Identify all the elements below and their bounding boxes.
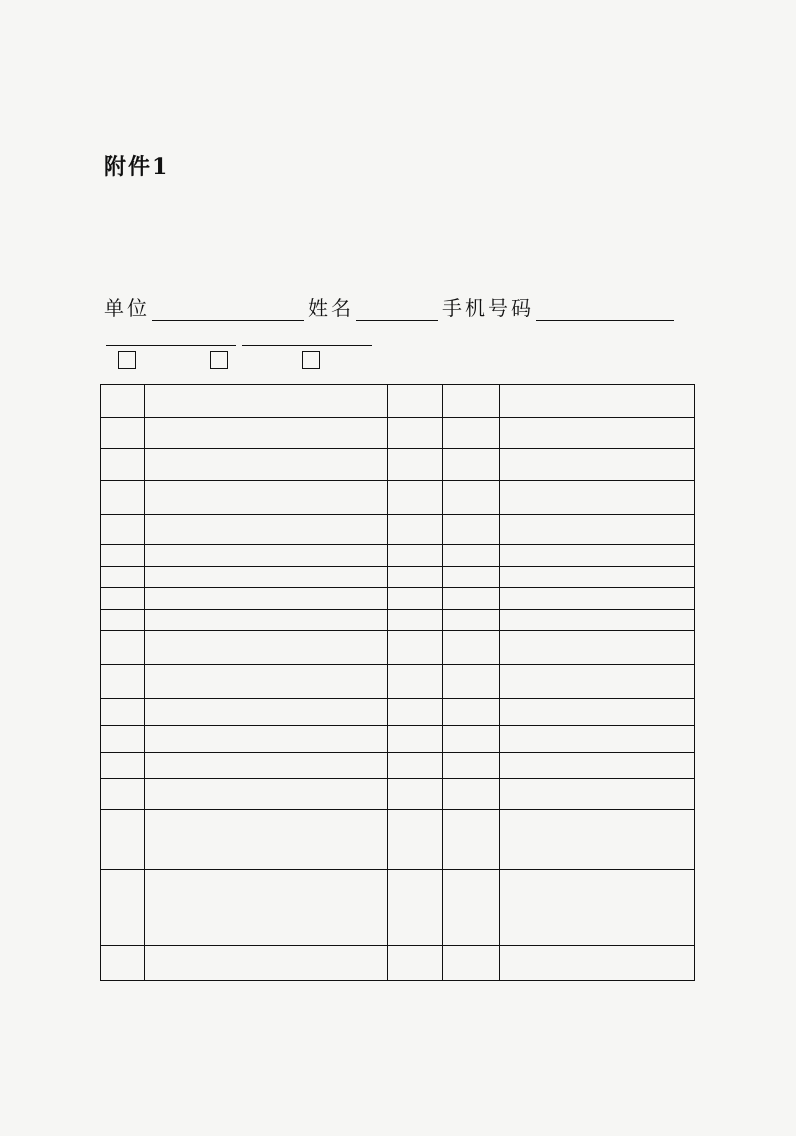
row-no — [101, 610, 145, 631]
row-name — [145, 726, 388, 753]
row-original — [388, 665, 443, 699]
table-row — [101, 699, 695, 726]
row-original — [388, 588, 443, 610]
table-row — [101, 779, 695, 810]
row-name — [145, 515, 388, 545]
row-no — [101, 515, 145, 545]
col-header-copy — [443, 385, 500, 418]
row-copy — [443, 753, 500, 779]
row-note — [500, 515, 695, 545]
row-note — [500, 726, 695, 753]
transfer-checkbox[interactable] — [302, 351, 320, 369]
row-no — [101, 418, 145, 449]
row-original — [388, 946, 443, 981]
row-note — [500, 567, 695, 588]
row-note — [500, 699, 695, 726]
row-original — [388, 631, 443, 665]
row-name — [145, 665, 388, 699]
row-no — [101, 665, 145, 699]
row-original — [388, 810, 443, 870]
row-no — [101, 631, 145, 665]
table-row — [101, 449, 695, 481]
row-copy — [443, 418, 500, 449]
table-header-row — [101, 385, 695, 418]
form-line-unit-name-phone — [104, 292, 678, 321]
row-note — [500, 481, 695, 515]
row-copy — [443, 946, 500, 981]
row-original — [388, 449, 443, 481]
row-original — [388, 545, 443, 567]
row-original — [388, 610, 443, 631]
table-row — [101, 870, 695, 946]
col-header-no — [101, 385, 145, 418]
table-row — [101, 753, 695, 779]
row-no — [101, 481, 145, 515]
row-original — [388, 726, 443, 753]
row-note — [500, 545, 695, 567]
row-no — [101, 699, 145, 726]
row-original — [388, 515, 443, 545]
row-name — [145, 588, 388, 610]
row-name — [145, 545, 388, 567]
row-note — [500, 610, 695, 631]
materials-table — [100, 384, 695, 981]
row-no — [101, 810, 145, 870]
row-copy — [443, 481, 500, 515]
table-row — [101, 810, 695, 870]
row-original — [388, 699, 443, 726]
row-note — [500, 779, 695, 810]
row-note — [500, 870, 695, 946]
row-original — [388, 567, 443, 588]
row-copy — [443, 567, 500, 588]
row-name — [145, 870, 388, 946]
row-name — [145, 779, 388, 810]
row-copy — [443, 779, 500, 810]
unit-field[interactable] — [152, 298, 304, 321]
row-original — [388, 481, 443, 515]
row-name — [145, 753, 388, 779]
initial-checkbox[interactable] — [118, 351, 136, 369]
table-row — [101, 418, 695, 449]
name-field[interactable] — [356, 298, 438, 321]
row-name — [145, 946, 388, 981]
table-row — [101, 631, 695, 665]
row-no — [101, 779, 145, 810]
row-no — [101, 545, 145, 567]
row-copy — [443, 665, 500, 699]
row-no — [101, 567, 145, 588]
table-row — [101, 567, 695, 588]
row-no — [101, 588, 145, 610]
form-line-status — [104, 351, 320, 371]
row-name — [145, 449, 388, 481]
col-header-original — [388, 385, 443, 418]
row-original — [388, 870, 443, 946]
phone-label: 手机号码 — [442, 296, 534, 320]
row-no — [101, 449, 145, 481]
row-note — [500, 665, 695, 699]
table-row — [101, 515, 695, 545]
promotion-checkbox[interactable] — [210, 351, 228, 369]
row-copy — [443, 588, 500, 610]
row-note — [500, 418, 695, 449]
row-name — [145, 567, 388, 588]
row-copy — [443, 515, 500, 545]
row-name — [145, 481, 388, 515]
row-no — [101, 726, 145, 753]
phone-field[interactable] — [536, 298, 674, 321]
row-copy — [443, 545, 500, 567]
table-row — [101, 946, 695, 981]
row-original — [388, 753, 443, 779]
row-original — [388, 779, 443, 810]
row-original — [388, 418, 443, 449]
table-row — [101, 665, 695, 699]
row-name — [145, 610, 388, 631]
table-row — [101, 726, 695, 753]
row-name — [145, 631, 388, 665]
apply-qual-field[interactable] — [242, 323, 372, 346]
unit-label: 单位 — [104, 296, 150, 320]
row-copy — [443, 870, 500, 946]
row-copy — [443, 631, 500, 665]
row-copy — [443, 610, 500, 631]
row-note — [500, 946, 695, 981]
row-copy — [443, 449, 500, 481]
table-row — [101, 588, 695, 610]
form-line-titles — [104, 323, 376, 346]
table-row — [101, 545, 695, 567]
name-label: 姓名 — [308, 296, 354, 320]
row-no — [101, 946, 145, 981]
row-no — [101, 753, 145, 779]
col-header-note — [500, 385, 695, 418]
row-copy — [443, 726, 500, 753]
row-note — [500, 810, 695, 870]
col-header-name — [145, 385, 388, 418]
row-copy — [443, 699, 500, 726]
row-no — [101, 870, 145, 946]
row-note — [500, 588, 695, 610]
row-name — [145, 810, 388, 870]
current-title-field[interactable] — [106, 323, 236, 346]
row-note — [500, 631, 695, 665]
row-copy — [443, 810, 500, 870]
table-row — [101, 610, 695, 631]
row-note — [500, 449, 695, 481]
table-row — [101, 481, 695, 515]
row-name — [145, 699, 388, 726]
attachment-label: 附件1 — [104, 154, 170, 180]
row-name — [145, 418, 388, 449]
row-note — [500, 753, 695, 779]
